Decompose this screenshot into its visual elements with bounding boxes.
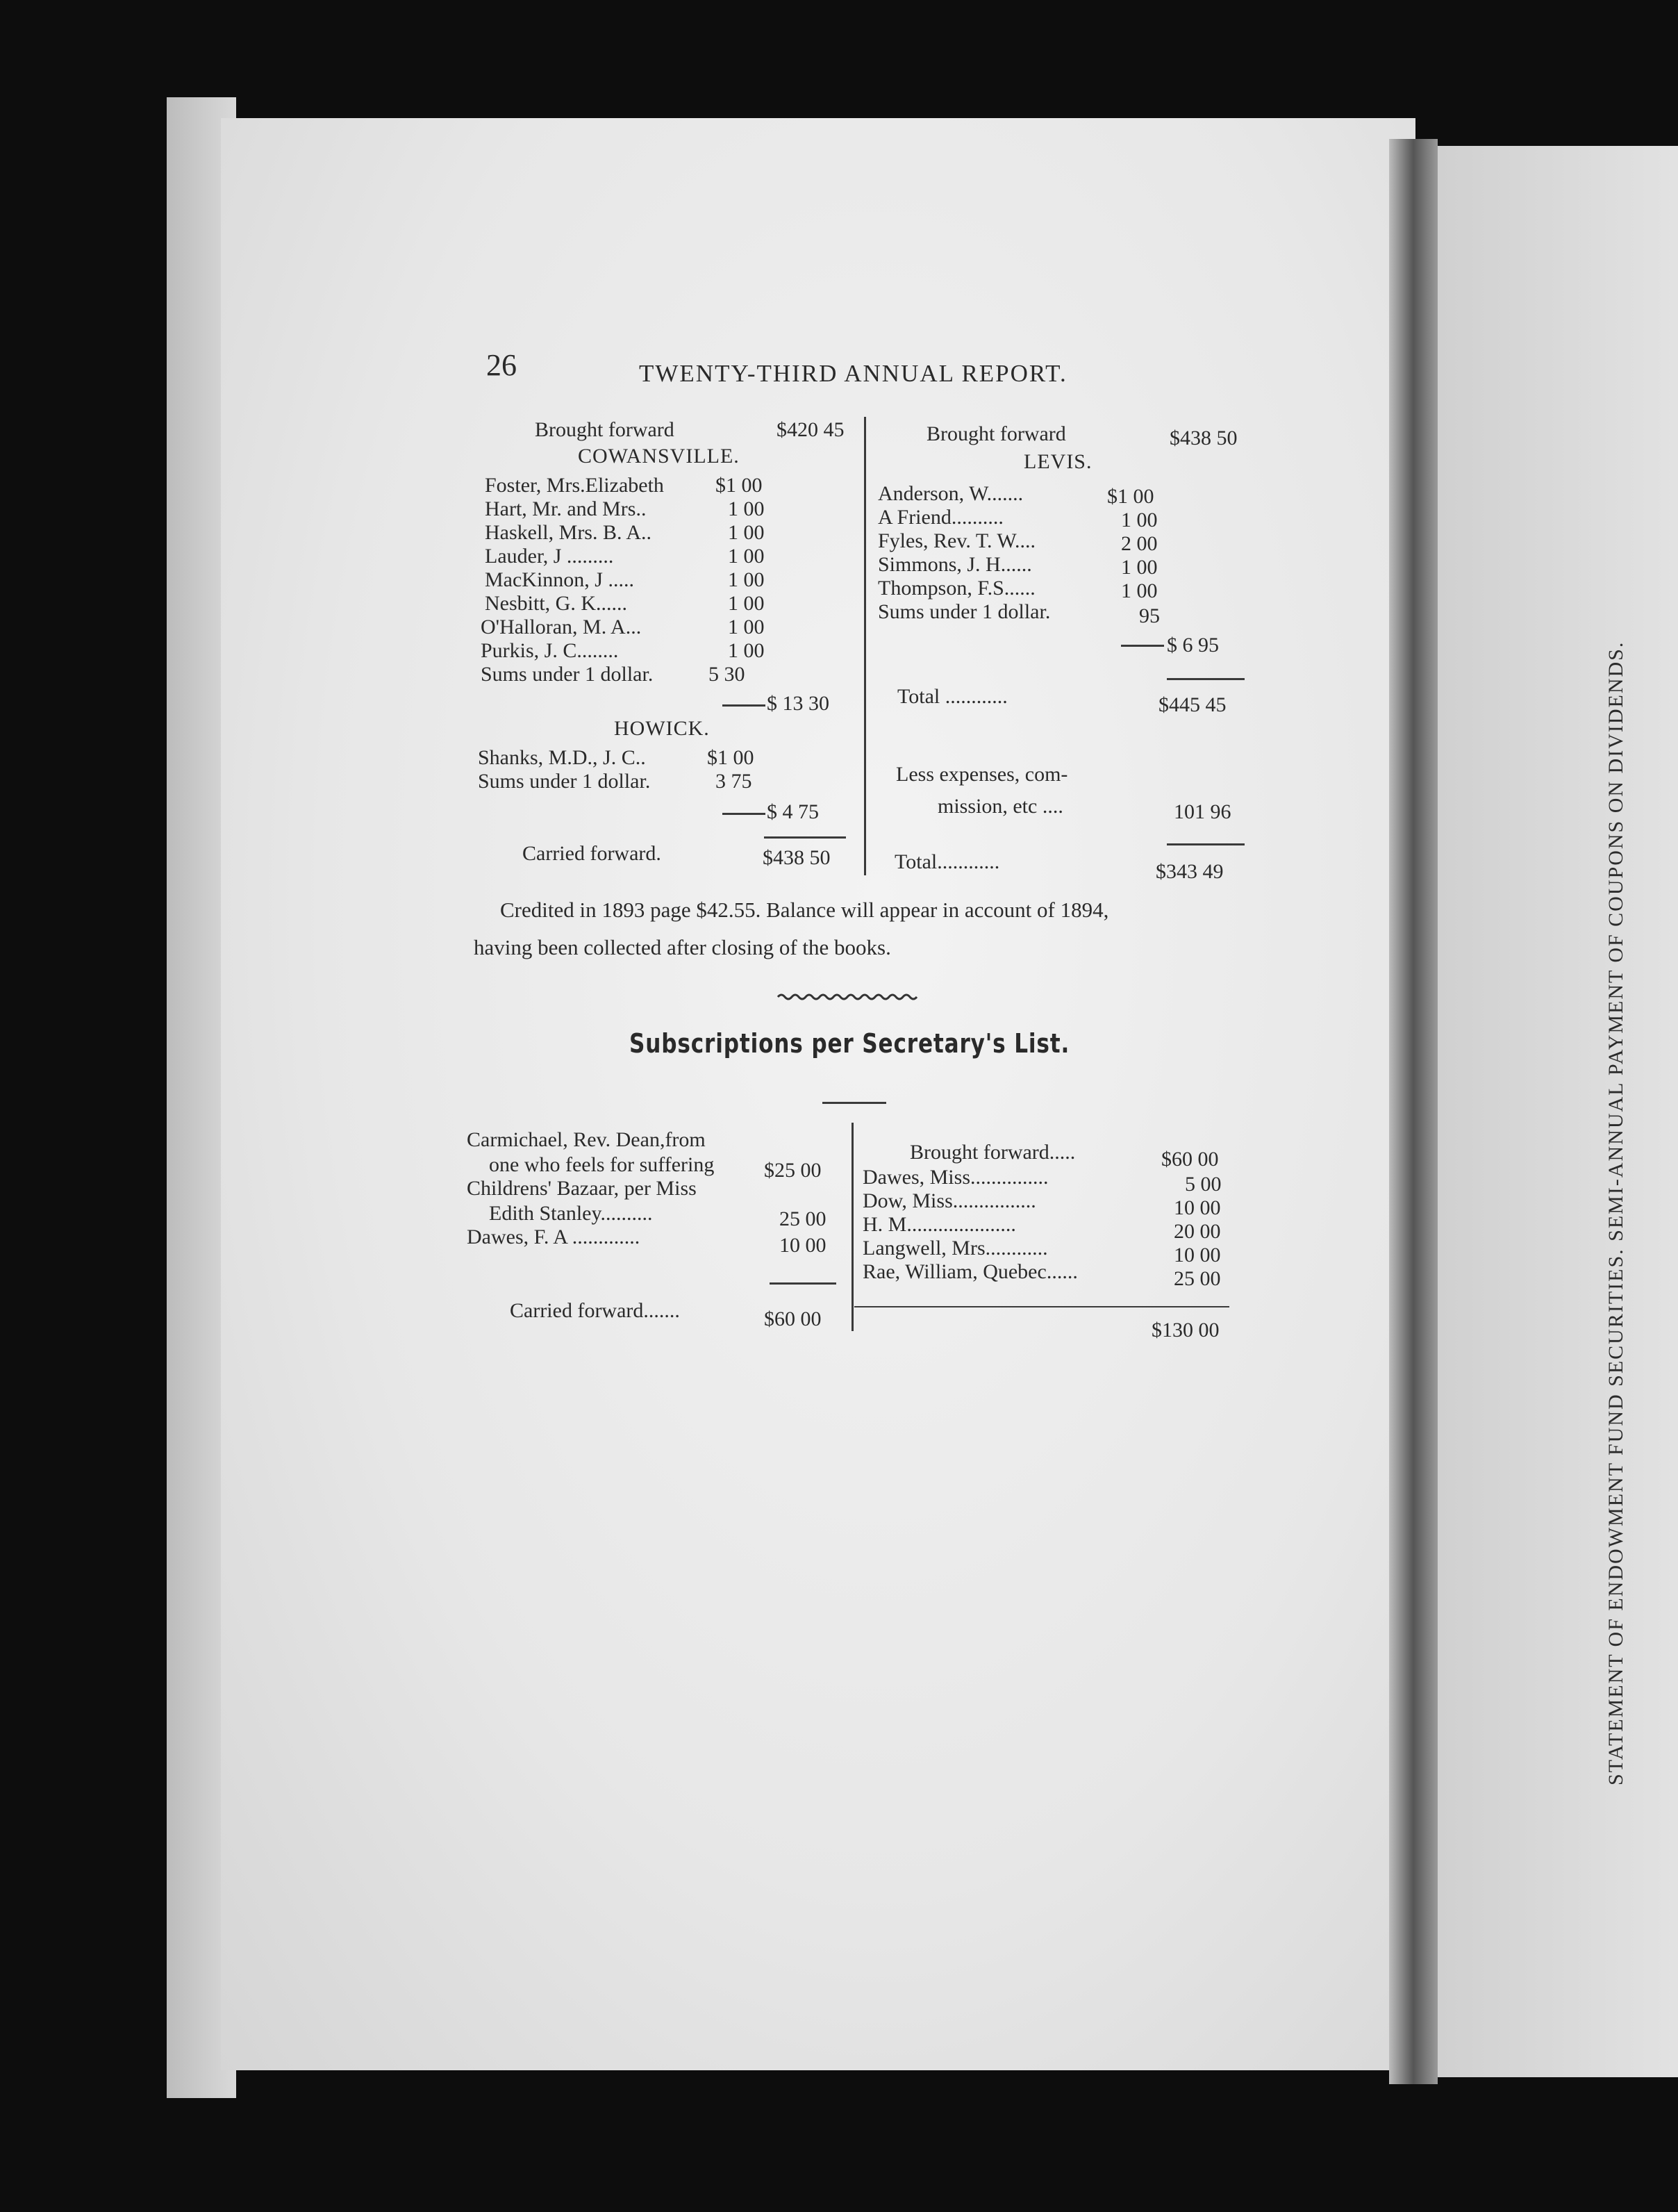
- list-item: Dow, Miss................: [863, 1189, 1036, 1212]
- total-rule: [1167, 843, 1245, 845]
- list-item: Fyles, Rev. T. W....: [878, 529, 1036, 552]
- total-rule: [764, 836, 846, 839]
- page-header: TWENTY-THIRD ANNUAL REPORT.: [639, 360, 1068, 387]
- total-amount: $130 00: [1152, 1319, 1220, 1342]
- list-item-amount: $1 00: [707, 746, 754, 769]
- less-expenses-label: Less expenses, com-: [896, 763, 1068, 786]
- total-rule: [770, 1282, 836, 1285]
- list-item: Thompson, F.S......: [878, 577, 1036, 600]
- list-item-amount: 1 00: [1121, 556, 1158, 579]
- brought-forward-label: Brought forward: [535, 418, 674, 441]
- total-label: Total............: [895, 850, 1000, 873]
- list-item-amount: 10 00: [1174, 1196, 1221, 1219]
- note-line-1: Credited in 1893 page $42.55. Balance will appear in account of 1894,: [500, 898, 1109, 922]
- subtotal-dash: [722, 704, 765, 707]
- list-item-cont: Edith Stanley..........: [489, 1202, 653, 1225]
- list-item: Rae, William, Quebec......: [863, 1260, 1078, 1283]
- column-divider: [852, 1123, 854, 1331]
- carried-forward-amount: $438 50: [763, 846, 831, 869]
- list-item: Childrens' Bazaar, per Miss: [467, 1177, 697, 1200]
- total-rule: [854, 1306, 1229, 1307]
- carried-forward-label: Carried forward.: [522, 842, 661, 865]
- total-label: Total ............: [897, 685, 1008, 708]
- facing-page: [1438, 146, 1678, 2077]
- total-rule: [1167, 678, 1245, 680]
- subtotal-amount: $ 4 75: [767, 800, 819, 823]
- list-item: Anderson, W.......: [878, 482, 1024, 505]
- list-item: Hart, Mr. and Mrs..: [485, 497, 647, 520]
- note-line-2: having been collected after closing of the books.: [474, 935, 891, 959]
- list-item: O'Halloran, M. A...: [481, 616, 642, 638]
- list-item: Carmichael, Rev. Dean,from: [467, 1128, 706, 1151]
- list-item-amount: 1 00: [728, 521, 765, 544]
- section-title-howick: HOWICK.: [614, 717, 710, 740]
- subtotal-amount: $ 13 30: [767, 692, 829, 715]
- list-item-amount: 20 00: [1174, 1220, 1221, 1243]
- list-item: H. M.....................: [863, 1213, 1016, 1236]
- list-item-amount: 10 00: [1174, 1244, 1221, 1266]
- subtotal-dash: [722, 813, 765, 815]
- list-item-cont: one who feels for suffering: [489, 1153, 715, 1176]
- list-item: Haskell, Mrs. B. A..: [485, 521, 651, 544]
- list-item-amount: 95: [1139, 604, 1160, 627]
- list-item-amount: $1 00: [1107, 485, 1154, 508]
- list-item: Foster, Mrs.Elizabeth: [485, 474, 664, 497]
- list-item-amount: 3 75: [715, 770, 752, 793]
- section-title-subscriptions: Subscriptions per Secretary's List.: [629, 1028, 1070, 1059]
- list-item-amount: 1 00: [728, 545, 765, 568]
- section-title-cowansville: COWANSVILLE.: [578, 445, 740, 468]
- list-item: Lauder, J .........: [485, 545, 614, 568]
- list-item-amount: $25 00: [764, 1159, 822, 1182]
- less-expenses-label-2: mission, etc ....: [938, 795, 1063, 818]
- list-item: Sums under 1 dollar.: [481, 663, 654, 686]
- list-item-amount: 25 00: [1174, 1267, 1221, 1290]
- carried-forward-label: Carried forward.......: [510, 1299, 680, 1322]
- list-item-amount: 10 00: [779, 1234, 826, 1257]
- brought-forward-amount: $420 45: [776, 418, 845, 441]
- less-expenses-amount: 101 96: [1174, 800, 1231, 823]
- brought-forward-amount: $438 50: [1170, 427, 1238, 449]
- list-item-amount: 1 00: [728, 497, 765, 520]
- list-item-amount: 1 00: [1121, 579, 1158, 602]
- list-item: Dawes, F. A .............: [467, 1225, 640, 1248]
- list-item: MacKinnon, J .....: [485, 568, 634, 591]
- list-item-amount: 1 00: [728, 568, 765, 591]
- list-item: Nesbitt, G. K......: [485, 592, 627, 615]
- total-amount: $343 49: [1156, 860, 1224, 883]
- list-item: Sums under 1 dollar.: [478, 770, 651, 793]
- book-gutter: [1389, 139, 1438, 2084]
- list-item-amount: 2 00: [1121, 532, 1158, 555]
- brought-forward-label: Brought forward: [927, 422, 1066, 445]
- list-item: Dawes, Miss...............: [863, 1166, 1049, 1189]
- list-item: A Friend..........: [878, 506, 1004, 529]
- list-item-amount: 1 00: [728, 592, 765, 615]
- page-number: 26: [486, 348, 517, 382]
- list-item-amount: 1 00: [728, 639, 765, 662]
- total-amount: $445 45: [1158, 693, 1227, 716]
- list-item: Langwell, Mrs............: [863, 1237, 1048, 1260]
- column-divider: [864, 417, 866, 875]
- list-item-amount: 1 00: [1121, 509, 1158, 531]
- list-item-amount: 5 30: [708, 663, 745, 686]
- list-item: Purkis, J. C........: [481, 639, 619, 662]
- ornamental-divider: [776, 992, 920, 1002]
- facing-page-heading: STATEMENT OF ENDOWMENT FUND SECURITIES. SEMI-ANNUAL PAYMENT OF COUPONS ON DIVIDENDS.: [1604, 641, 1627, 1785]
- list-item: Shanks, M.D., J. C..: [478, 746, 646, 769]
- subtotal-dash: [1121, 645, 1164, 647]
- list-item: Simmons, J. H......: [878, 553, 1032, 576]
- list-item-amount: 1 00: [728, 616, 765, 638]
- list-item-amount: 25 00: [779, 1207, 826, 1230]
- title-rule: [822, 1102, 886, 1104]
- carried-forward-amount: $60 00: [764, 1307, 822, 1330]
- list-item-amount: 5 00: [1185, 1173, 1222, 1196]
- brought-forward-amount: $60 00: [1161, 1148, 1219, 1171]
- section-title-levis: LEVIS.: [1024, 450, 1093, 473]
- book-page: [221, 118, 1415, 2070]
- brought-forward-label: Brought forward.....: [910, 1141, 1076, 1164]
- list-item-amount: $1 00: [715, 474, 763, 497]
- subtotal-amount: $ 6 95: [1167, 634, 1219, 657]
- list-item: Sums under 1 dollar.: [878, 600, 1051, 623]
